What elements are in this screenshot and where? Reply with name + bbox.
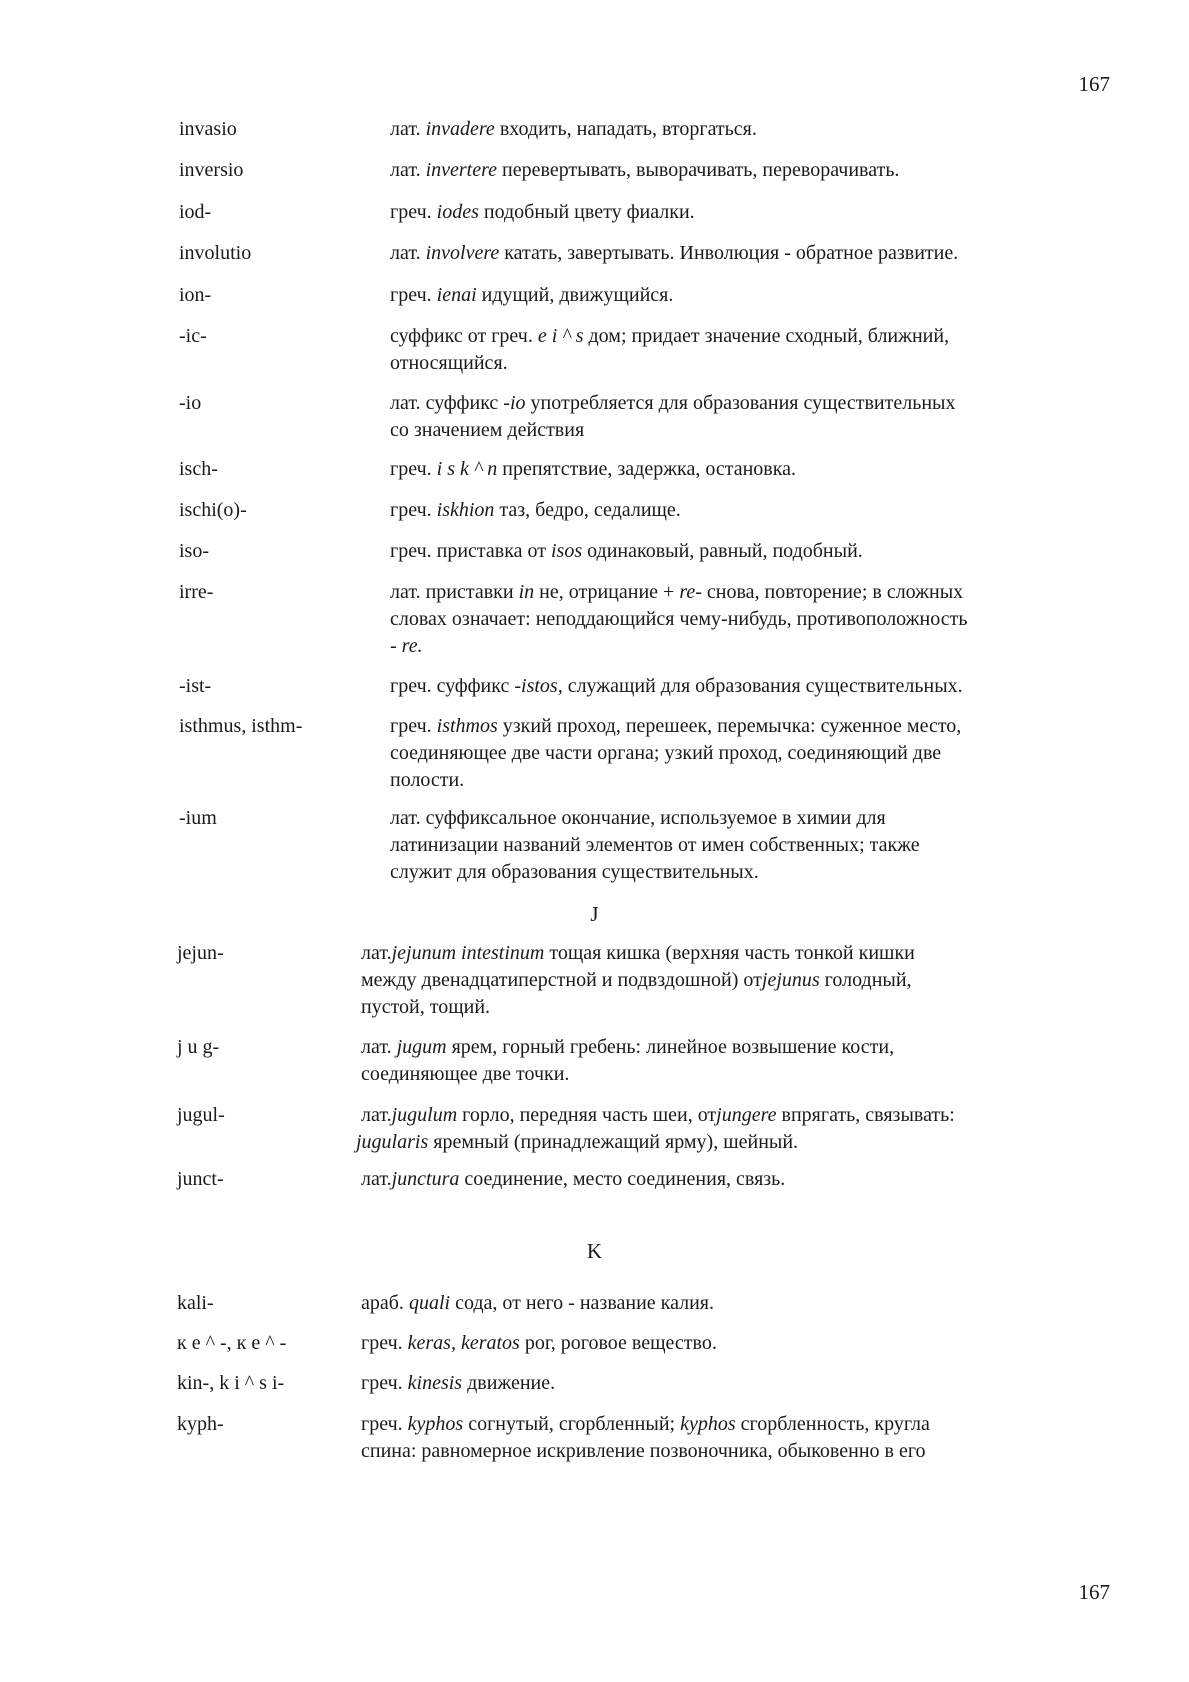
entry-definition	[390, 497, 1099, 524]
etymon-word: involvere	[425, 242, 500, 264]
definition-text: греч.	[390, 499, 437, 521]
entry-definition	[390, 282, 1099, 309]
definition-text: яремный (принадлежащий ярму), шейный.	[428, 1131, 799, 1153]
entry-term: inversio	[179, 159, 244, 181]
entry-term: invasio	[179, 118, 237, 140]
definition-text: дом; придает значение сходный, ближний,	[583, 325, 950, 347]
entry-term: kyph-	[177, 1413, 224, 1435]
definition-line	[390, 538, 1099, 565]
entry-term: -ium	[179, 807, 217, 829]
entry-definition	[390, 579, 1099, 660]
definition-text: пустой, тощий.	[361, 996, 491, 1018]
etymon-word: jungere	[716, 1104, 777, 1126]
entry-term: involutio	[179, 242, 252, 264]
etymon-word: re-	[679, 581, 702, 603]
definition-text: лат.	[361, 1104, 392, 1126]
definition-line	[390, 240, 1099, 267]
section-letter-j: J	[590, 902, 599, 926]
definition-text: голодный,	[819, 969, 912, 991]
definition-text: употребляется для образования существительных	[525, 392, 956, 414]
definition-text: служит для образования существительных.	[390, 861, 759, 883]
definition-line	[390, 805, 1099, 832]
definition-line	[390, 282, 1099, 309]
definition-line	[390, 767, 1099, 794]
etymon-word: jejunus	[761, 969, 820, 991]
etymon-word: ienai	[436, 284, 477, 306]
definition-text: служащий для образования существительных.	[562, 675, 963, 697]
etymon-word: jugulum	[391, 1104, 458, 1126]
entry-definition	[390, 456, 1099, 483]
definition-text: греч.	[390, 715, 437, 737]
definition-text: впрягать, связывать:	[776, 1104, 955, 1126]
entry-definition	[390, 673, 1099, 700]
section-letter-k: K	[586, 1239, 603, 1263]
definition-text: араб.	[361, 1292, 409, 1314]
page-number-bottom: 167	[1078, 1580, 1110, 1604]
entry-term: ion-	[179, 284, 212, 306]
definition-text: сода, от него - название калия.	[450, 1292, 715, 1314]
definition-line	[390, 157, 1099, 184]
etymon-word: kyphos	[407, 1413, 464, 1435]
definition-line	[390, 390, 1099, 417]
definition-text: греч.	[361, 1332, 408, 1354]
definition-text: идущий, движущийся.	[476, 284, 674, 306]
definition-text: согнутый, сгорбленный;	[463, 1413, 681, 1435]
definition-text: -	[390, 635, 402, 657]
definition-text: соединяющее две части органа; узкий проход, соединяющий две	[390, 742, 942, 764]
definition-text: ярем, горный гребень: линейное возвышение кости,	[446, 1036, 895, 1058]
definition-line	[390, 740, 1099, 767]
definition-line	[390, 350, 1099, 377]
definition-line	[361, 1061, 1099, 1088]
entry-definition	[390, 240, 1099, 267]
entry-term: -ic-	[179, 325, 207, 347]
etymon-word: invertere	[425, 159, 498, 181]
definition-text: горло, передняя часть шеи, от	[457, 1104, 717, 1126]
etymon-word: -istos,	[514, 675, 563, 697]
entry-term: iso-	[179, 540, 209, 562]
definition-text: лат.	[361, 1168, 392, 1190]
entry-term: jejun-	[177, 942, 224, 964]
etymon-word: kinesis	[407, 1372, 463, 1394]
definition-text: препятствие, задержка, остановка.	[497, 458, 797, 480]
etymon-word: jejunum intestinum	[391, 942, 545, 964]
definition-line	[361, 967, 1099, 994]
definition-line	[390, 497, 1099, 524]
entry-term: iod-	[179, 201, 212, 223]
definition-text: между двенадцатиперстной и подвздошной) от	[361, 969, 762, 991]
etymon-word: quali	[408, 1292, 451, 1314]
definition-text: греч.	[390, 458, 437, 480]
etymon-word: keras, keratos	[407, 1332, 520, 1354]
definition-text: соединяющее две точки.	[361, 1063, 570, 1085]
definition-line	[390, 673, 1099, 700]
etymon-word: isos	[551, 540, 583, 562]
definition-text: узкий проход, перешеек, перемычка: суженное место,	[497, 715, 962, 737]
definition-line	[356, 1129, 1099, 1156]
etymon-word: jugum	[396, 1036, 447, 1058]
definition-text: тощая кишка (верхняя часть тонкой кишки	[544, 942, 915, 964]
definition-line	[361, 940, 1099, 967]
entry-term: irre-	[179, 581, 214, 603]
entry-definition	[361, 1166, 1099, 1193]
definition-text: со значением действия	[390, 419, 585, 441]
entry-term: isch-	[179, 458, 218, 480]
definition-text: лат.	[390, 118, 426, 140]
definition-line	[361, 1438, 1099, 1465]
definition-line	[390, 456, 1099, 483]
entry-definition	[390, 713, 1099, 794]
entry-definition	[356, 1102, 1099, 1156]
entry-term: junct-	[177, 1168, 224, 1190]
definition-text: движение.	[462, 1372, 556, 1394]
definition-text: греч.	[361, 1372, 408, 1394]
definition-line	[390, 859, 1099, 886]
definition-text: греч.	[361, 1413, 408, 1435]
definition-text: снова, повторение; в сложных	[701, 581, 964, 603]
entry-definition	[361, 940, 1099, 1021]
entry-term: -ist-	[179, 675, 212, 697]
definition-text: рог, роговое вещество.	[519, 1332, 717, 1354]
definition-text: подобный цвету фиалки.	[478, 201, 695, 223]
definition-line	[361, 1034, 1099, 1061]
definition-line	[390, 832, 1099, 859]
definition-text: лат.	[361, 1036, 397, 1058]
definition-text: суффикс от греч.	[390, 325, 538, 347]
entry-definition	[390, 805, 1099, 886]
definition-line	[390, 606, 1099, 633]
etymon-word: e i ^ s	[537, 325, 584, 347]
definition-text: лат.	[390, 159, 426, 181]
entry-definition	[390, 323, 1099, 377]
entry-definition	[361, 1290, 1099, 1317]
etymon-word: -io	[503, 392, 526, 414]
entry-definition	[361, 1370, 1099, 1397]
definition-line	[390, 417, 1099, 444]
definition-text: лат. суффикс	[390, 392, 504, 414]
definition-text: перевертывать, выворачивать, переворачивать.	[497, 159, 900, 181]
definition-text: сгорбленность, кругла	[735, 1413, 930, 1435]
entry-term: jugul-	[177, 1104, 225, 1126]
etymon-word: invadere	[425, 118, 495, 140]
entry-term: isthmus, isthm-	[179, 715, 303, 737]
definition-line	[361, 1411, 1099, 1438]
etymon-word: iodes	[436, 201, 479, 223]
definition-text: одинаковый, равный, подобный.	[582, 540, 863, 562]
definition-text: катать, завертывать. Инволюция - обратное развитие.	[499, 242, 959, 264]
etymon-word: iskhion	[436, 499, 495, 521]
entry-term: j u g-	[177, 1036, 220, 1058]
definition-line	[390, 199, 1099, 226]
entry-definition	[390, 116, 1099, 143]
etymon-word: isthmos	[436, 715, 498, 737]
definition-text: не, отрицание +	[534, 581, 680, 603]
definition-text: лат.	[390, 242, 426, 264]
definition-line	[361, 1330, 1099, 1357]
definition-text: лат. приставки	[390, 581, 519, 603]
definition-line	[361, 1102, 1099, 1129]
definition-text: спина: равномерное искривление позвоночника, обыковенно в его	[361, 1440, 926, 1462]
entry-definition	[361, 1411, 1099, 1465]
etymon-word: junctura	[391, 1168, 460, 1190]
entry-term: к е ^ -, к е ^ -	[177, 1332, 287, 1354]
definition-text: словах означает: неподдающийся чему-нибудь, противоположность	[390, 608, 968, 630]
definition-text: греч. приставка от	[390, 540, 551, 562]
entry-definition	[390, 157, 1099, 184]
definition-text: таз, бедро, седалище.	[494, 499, 681, 521]
definition-line	[361, 994, 1099, 1021]
entry-definition	[390, 538, 1099, 565]
entry-term: kin-, k i ^ s i-	[177, 1372, 285, 1394]
etymon-word: kyphos	[680, 1413, 736, 1435]
entry-term: ischi(o)-	[179, 499, 247, 521]
definition-line	[361, 1370, 1099, 1397]
definition-text: полости.	[390, 769, 465, 791]
etymon-word: re.	[401, 635, 423, 657]
definition-text: относящийся.	[390, 352, 508, 374]
definition-line	[390, 116, 1099, 143]
entry-term: kali-	[177, 1292, 214, 1314]
page-number-top: 167	[1078, 72, 1110, 96]
etymon-word: in	[518, 581, 535, 603]
definition-text: греч.	[390, 201, 437, 223]
definition-text: лат.	[361, 942, 392, 964]
definition-line	[390, 633, 1099, 660]
definition-text: латинизации названий элементов от имен собственных; также	[390, 834, 920, 856]
entry-definition	[361, 1034, 1099, 1088]
etymon-word: i s k ^ n	[436, 458, 498, 480]
definition-line	[390, 579, 1099, 606]
definition-text: лат. суффиксальное окончание, используемое в химии для	[390, 807, 886, 829]
definition-text: греч. суффикс	[390, 675, 515, 697]
entry-definition	[390, 199, 1099, 226]
etymon-word: jugularis	[356, 1131, 429, 1153]
entry-definition	[361, 1330, 1099, 1357]
definition-line	[390, 323, 1099, 350]
definition-line	[361, 1166, 1099, 1193]
entry-term: -io	[179, 392, 202, 414]
definition-line	[361, 1290, 1099, 1317]
definition-text: греч.	[390, 284, 437, 306]
definition-text: соединение, место соединения, связь.	[459, 1168, 786, 1190]
entry-definition	[390, 390, 1099, 444]
definition-line	[390, 713, 1099, 740]
definition-text: входить, нападать, вторгаться.	[494, 118, 757, 140]
